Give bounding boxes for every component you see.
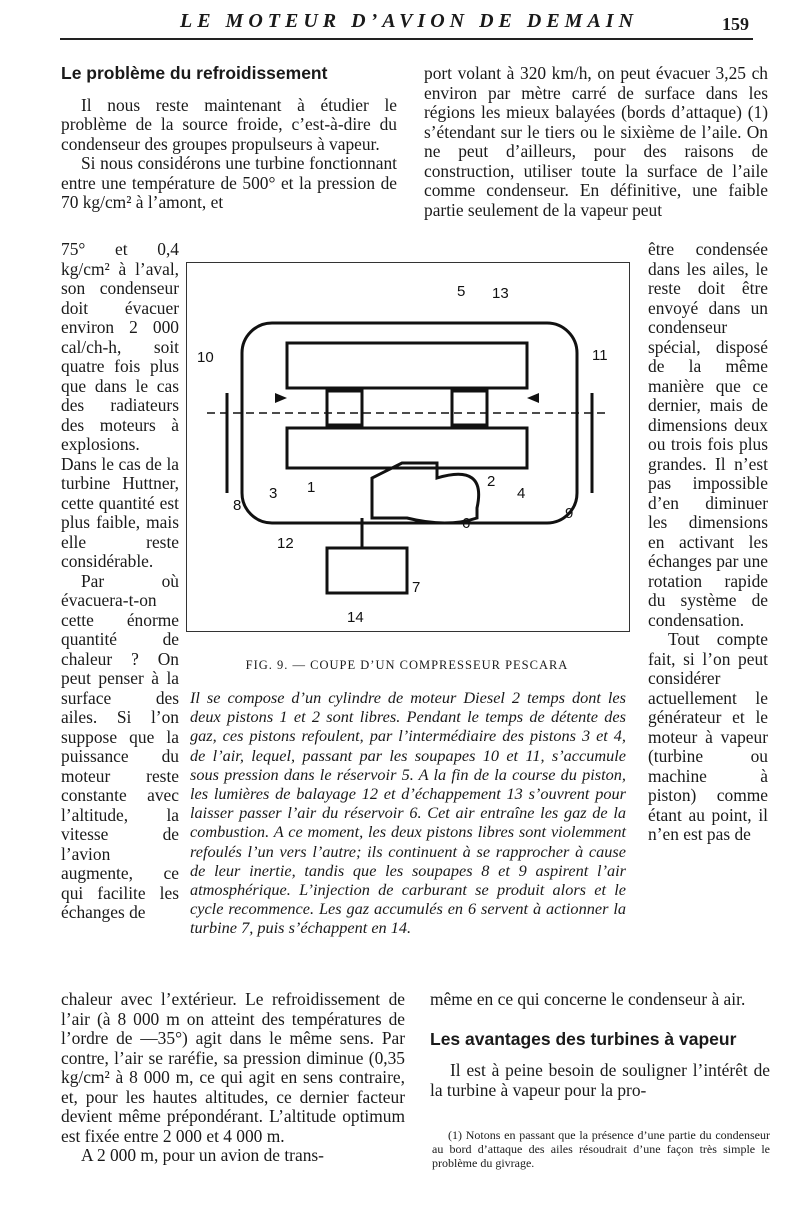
label-7: 7: [412, 579, 421, 596]
label-13: 13: [492, 285, 509, 302]
label-3: 3: [269, 485, 278, 502]
running-header: [60, 6, 753, 40]
figure-caption: FIG. 9. — COUPE D’UN COMPRESSEUR PESCARA: [245, 658, 569, 672]
paragraph: même en ce qui concerne le condenseur à air.: [430, 989, 746, 1009]
left-column-bottom: [61, 990, 405, 1166]
label-4: 4: [517, 485, 526, 502]
figure-compressor-section: [186, 262, 630, 632]
page-number: 159: [722, 14, 749, 34]
paragraph: Si nous considérons une turbine fonctionnant entre une température de 500° et la pression de 70 kg/cm² à l’amont, et: [61, 153, 397, 212]
left-column-top: [61, 64, 397, 213]
paragraph: port volant à 320 km/h, on peut évacuer 3,25 ch environ par mètre carré de surface dans les régions les mieux balayées (bords d’attaque) (1) s’étendant sur le tiers ou le sixième de l’aile. On ne peut d’ailleurs, pour des raisons de construction, utiliser toute la surface de l’aile comme condenseur. En définitive, une faible partie seulement de la vapeur peut: [424, 63, 768, 220]
section-heading-refroidissement: Le problème du refroidissement: [61, 63, 328, 83]
section-heading-avantages: Les avantages des turbines à vapeur: [430, 1028, 737, 1049]
right-column-top: [424, 64, 768, 220]
label-8: 8: [233, 497, 242, 514]
figure-description: Il se compose d’un cylindre de moteur Diesel 2 temps dont les deux pistons 1 et 2 sont libres. Pendant le temps de détente des gaz, ces pistons refoulent, par l’intermédiaire des pistons 3 et 4, de l’air, lequel, passant par les soupapes 10 et 11, s’accumule sous pression dans le réservoir 5. A la fin de la course du piston, les lumières de balayage 12 et d’échappement 13 s’ouvrent pour laisser passer l’air du réservoir 6. Cet air entraîne les gaz de la combustion. A ce moment, les deux pistons libres sont violemment refoulés l’un vers l’autre; ils continuent à se rapprocher à cause de leur inertie, tandis que les soupapes 8 et 9 aspirent l’air atmosphérique. L’injection de carburant se produit alors et le cycle recommence. Les gaz accumulés en 6 servent à actionner la turbine 7, puis s’échappent en 14.: [190, 688, 626, 938]
footnote: (1) Notons en passant que la présence d’une partie du condenseur au bord d’attaque des ailes résoudrait d’une façon très simple le problème du givrage.: [432, 1128, 770, 1170]
label-1: 1: [307, 479, 316, 496]
right-narrow-column: [648, 240, 768, 845]
running-title: LE MOTEUR D’AVION DE DEMAIN: [180, 10, 639, 32]
label-9: 9: [565, 505, 574, 522]
label-10: 10: [197, 349, 214, 366]
label-14: 14: [347, 609, 364, 626]
right-column-bottom: [430, 990, 770, 1100]
label-2: 2: [487, 473, 496, 490]
paragraph: être condensée dans les ailes, le reste doit être envoyé dans un condenseur spécial, disposé de la même manière que ce dernier, mais de dimensions deux ou trois fois plus grandes. Il n’est pas impossible d’en diminuer les dimensions en activant les échanges par une rotation rapide du système de condensation.: [648, 239, 768, 630]
label-5: 5: [457, 283, 466, 300]
paragraph: Tout compte fait, si l’on peut considérer actuellement le générateur et le moteur à vapeur (turbine ou machine à piston) comme étant au point, il n’en est pas de: [648, 629, 768, 844]
paragraph: A 2 000 m, pour un avion de trans-: [81, 1145, 324, 1165]
label-11: 11: [592, 347, 608, 364]
paragraph: Par où évacuera-t-on cette énorme quantité de chaleur ? On peut penser à la surface des ailes. Si l’on suppose que la puissance du moteur reste constante avec l’altitude, la vitesse de l’avion augmente, ce qui facilite les échanges de: [61, 570, 179, 922]
left-narrow-column: [61, 240, 179, 923]
label-12: 12: [277, 535, 294, 552]
paragraph: 75° et 0,4 kg/cm² à l’aval, son condenseur doit évacuer environ 2 000 cal/ch-h, soit quatre fois plus que dans le cas des radiateurs des moteurs à explosions. Dans le cas de la turbine Huttner, cette quantité est plus faible, mais elle reste considérable.: [61, 239, 179, 571]
compressor-diagram: [187, 263, 629, 631]
paragraph: Il est à peine besoin de souligner l’intérêt de la turbine à vapeur pour la pro-: [430, 1060, 770, 1100]
paragraph: Il nous reste maintenant à étudier le problème de la source froide, c’est-à-dire du condenseur des groupes propulseurs à vapeur.: [61, 94, 397, 154]
paragraph: chaleur avec l’extérieur. Le refroidissement de l’air (à 8 000 m on atteint des températures de l’ordre de —35°) agit dans le même sens. Par contre, l’air se raréfie, sa pression diminue (0,35 kg/cm² à 8 000 m, ce qui agit en sens contraire, et, pour les hautes altitudes, ce dernier facteur devient même prépondérant. L’altitude optimum est fixée entre 2 000 et 4 000 m.: [61, 989, 405, 1146]
label-6: 6: [462, 515, 471, 532]
